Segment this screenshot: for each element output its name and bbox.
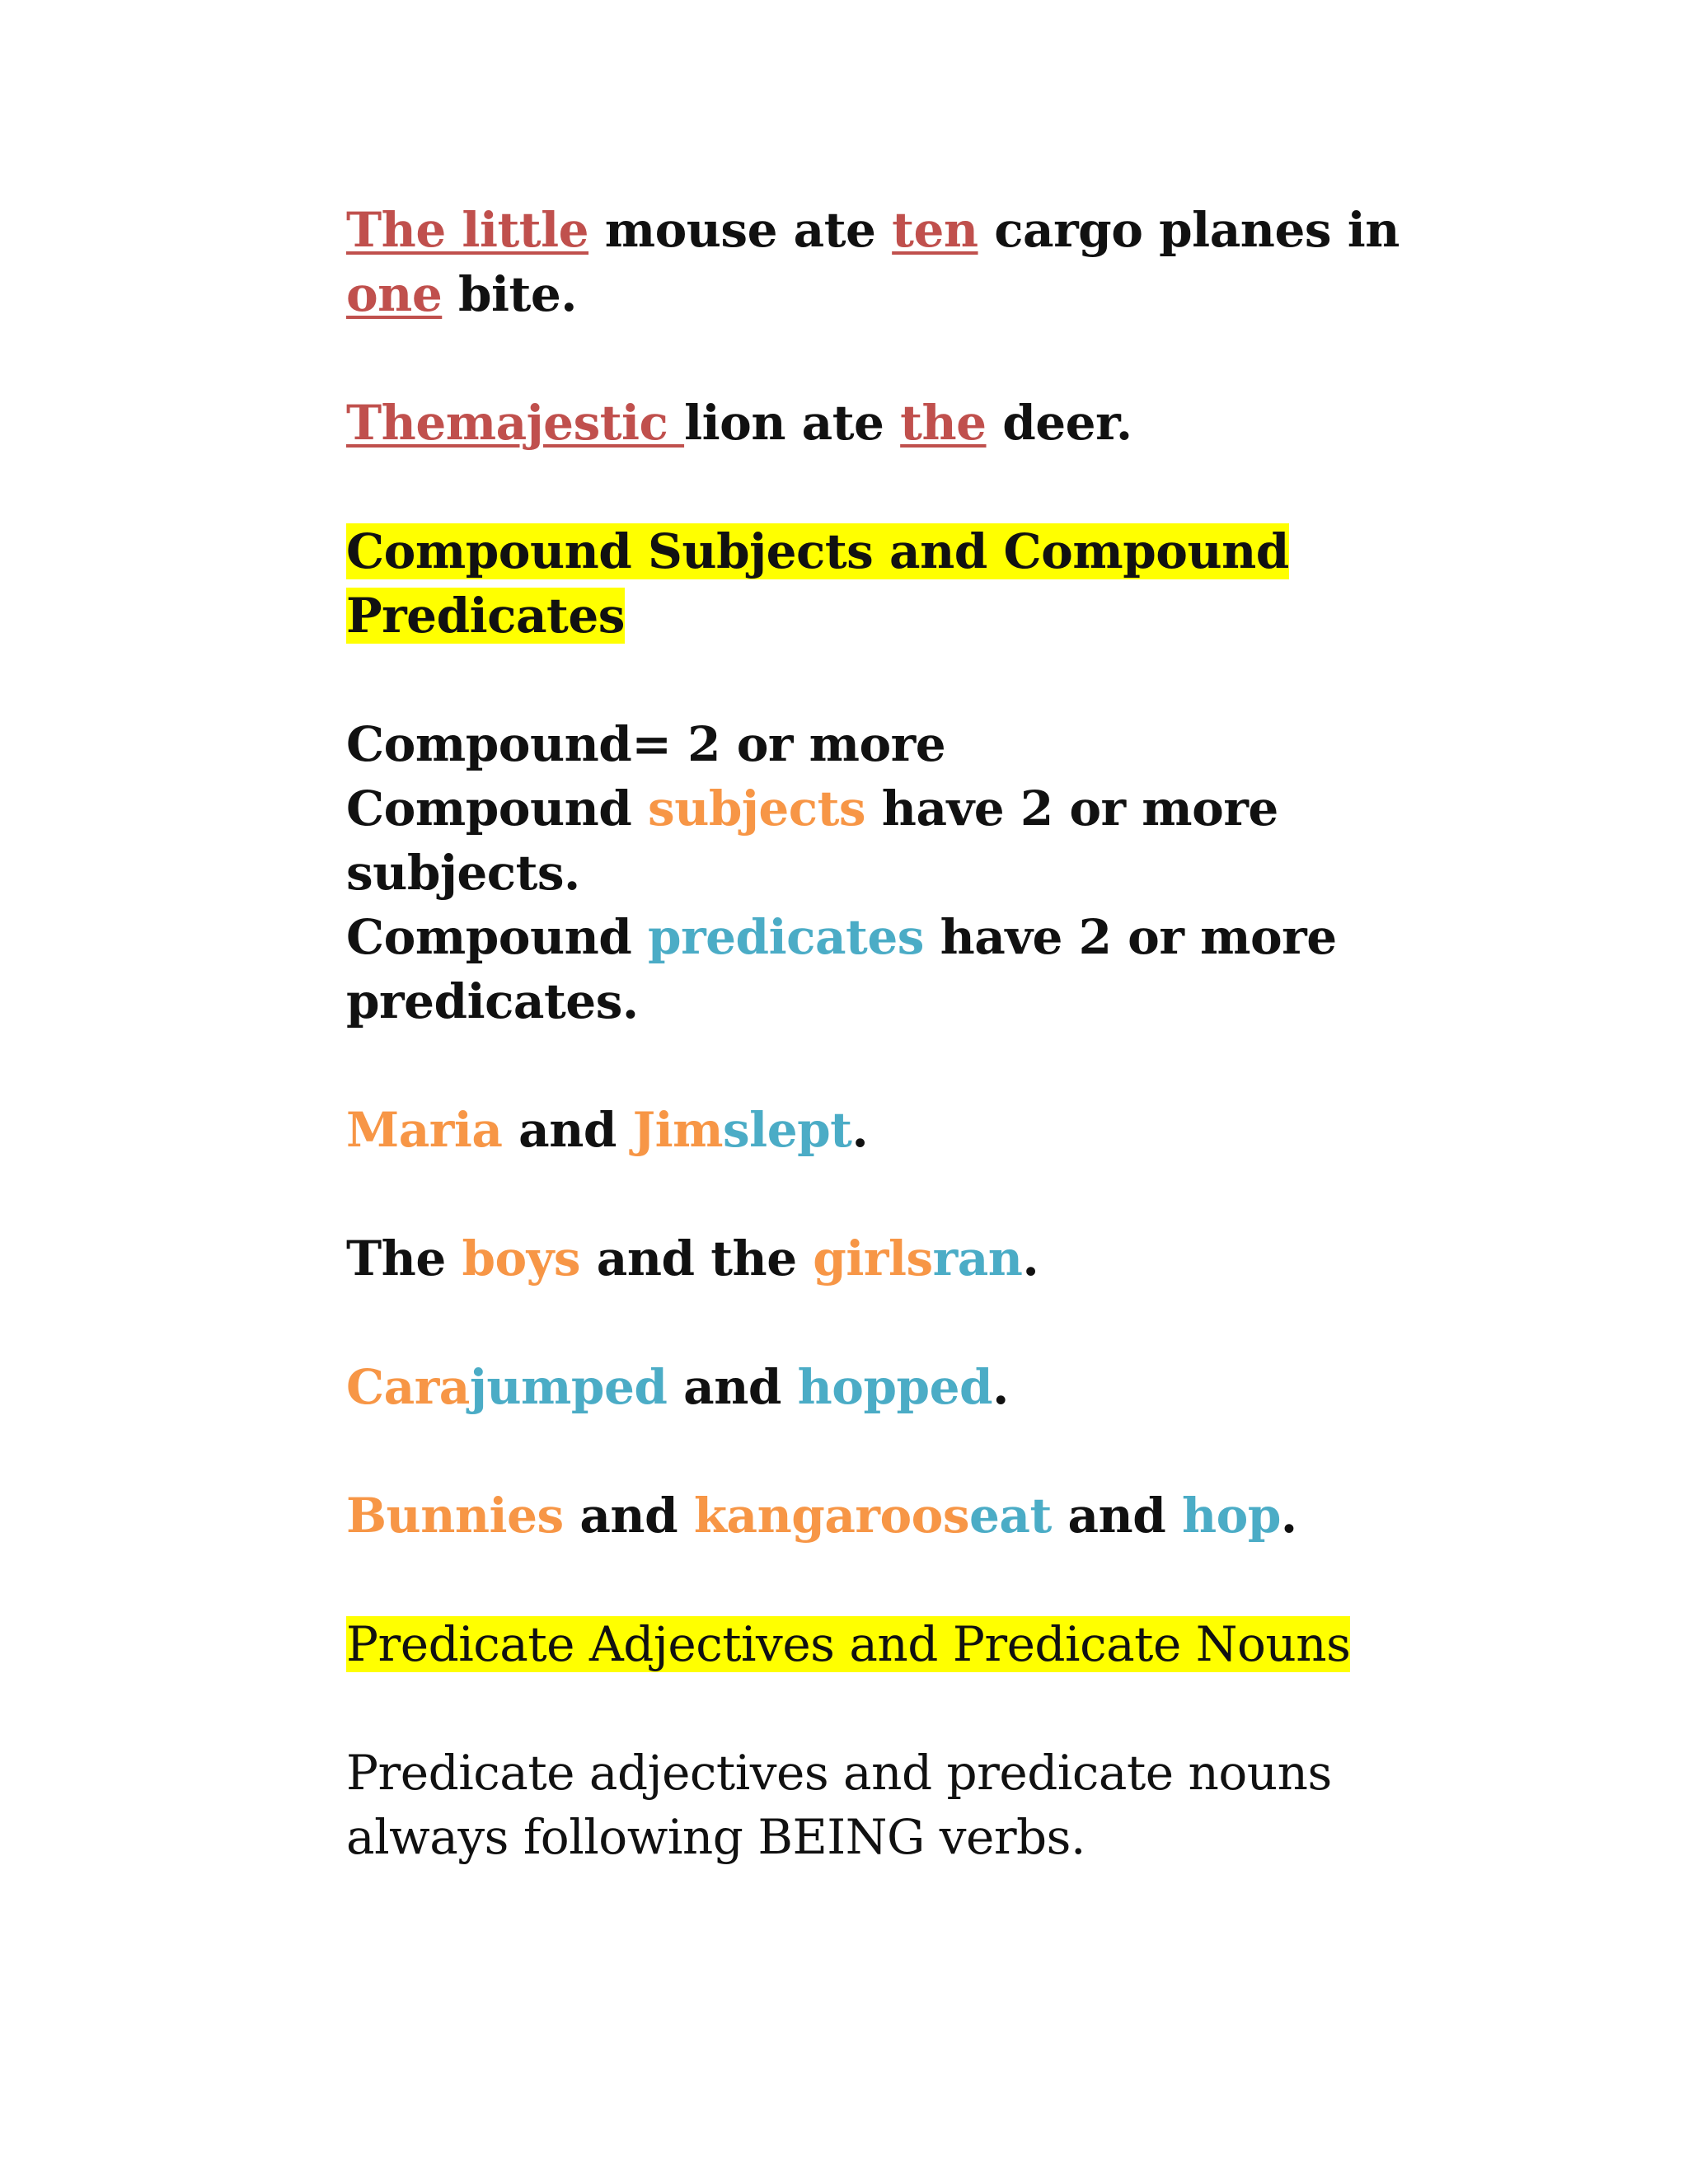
predicate-word: jumped <box>469 1359 668 1415</box>
sentence-text: and <box>667 1359 798 1415</box>
highlighted-heading: Predicate Adjectives and Predicate Nouns <box>346 1616 1351 1672</box>
adjective-example-2 <box>346 391 1418 455</box>
subject-word: Jim <box>632 1102 724 1158</box>
sentence-text: and <box>563 1488 694 1544</box>
compound-example-4 <box>346 1483 1418 1548</box>
compound-example-1 <box>346 1098 1418 1162</box>
sentence-text: . <box>1022 1230 1039 1286</box>
underlined-article: Themajestic <box>346 395 685 451</box>
predicate-note <box>346 1741 1418 1869</box>
underlined-article: one <box>346 266 443 322</box>
predicate-word: eat <box>968 1488 1052 1544</box>
subject-word: Cara <box>346 1359 470 1415</box>
definition-text: Compound <box>346 909 649 965</box>
sentence-text: and <box>502 1102 633 1158</box>
compound-example-3 <box>346 1355 1418 1419</box>
sentence-text: . <box>1280 1488 1297 1544</box>
underlined-article: The little <box>346 202 589 258</box>
subject-word: Bunnies <box>346 1488 564 1544</box>
underlined-article: the <box>900 395 987 451</box>
predicate-word: hop <box>1181 1488 1281 1544</box>
sentence-text: and the <box>580 1230 814 1286</box>
predicate-word: predicates <box>648 909 924 965</box>
predicate-word: slept <box>723 1102 852 1158</box>
subject-word: kangaroos <box>693 1488 969 1544</box>
compound-example-2 <box>346 1226 1418 1291</box>
note-text: always following BEING verbs. <box>346 1809 1085 1865</box>
highlighted-heading: Compound Subjects and Compound <box>346 523 1289 579</box>
predicate-word: ran <box>932 1230 1023 1286</box>
compound-definition <box>346 712 1418 1033</box>
section-heading-predicate <box>346 1612 1418 1676</box>
highlighted-heading: Predicates <box>346 588 625 644</box>
section-heading-compound <box>346 519 1418 648</box>
adjective-example-1 <box>346 198 1418 326</box>
sentence-text: The <box>346 1230 462 1286</box>
subject-word: boys <box>462 1230 581 1286</box>
subject-word: subjects <box>648 780 866 837</box>
definition-line: Compound= 2 or more <box>346 716 946 772</box>
sentence-text: cargo planes in <box>978 202 1400 258</box>
definition-text: predicates. <box>346 973 639 1029</box>
sentence-text: mouse ate <box>588 202 893 258</box>
sentence-text: deer. <box>986 395 1132 451</box>
document-page <box>346 198 1418 1869</box>
sentence-text: . <box>851 1102 869 1158</box>
note-text: Predicate adjectives and predicate nouns <box>346 1745 1332 1801</box>
definition-text: have 2 or more <box>865 780 1278 837</box>
sentence-text: bite. <box>442 266 577 322</box>
underlined-article: ten <box>892 202 978 258</box>
sentence-text: lion ate <box>684 395 901 451</box>
subject-word: girls <box>813 1230 933 1286</box>
definition-text: have 2 or more <box>923 909 1337 965</box>
subject-word: Maria <box>346 1102 503 1158</box>
sentence-text: and <box>1051 1488 1182 1544</box>
definition-text: Compound <box>346 780 649 837</box>
definition-text: subjects. <box>346 845 580 901</box>
predicate-word: hopped <box>797 1359 993 1415</box>
sentence-text: . <box>992 1359 1009 1415</box>
